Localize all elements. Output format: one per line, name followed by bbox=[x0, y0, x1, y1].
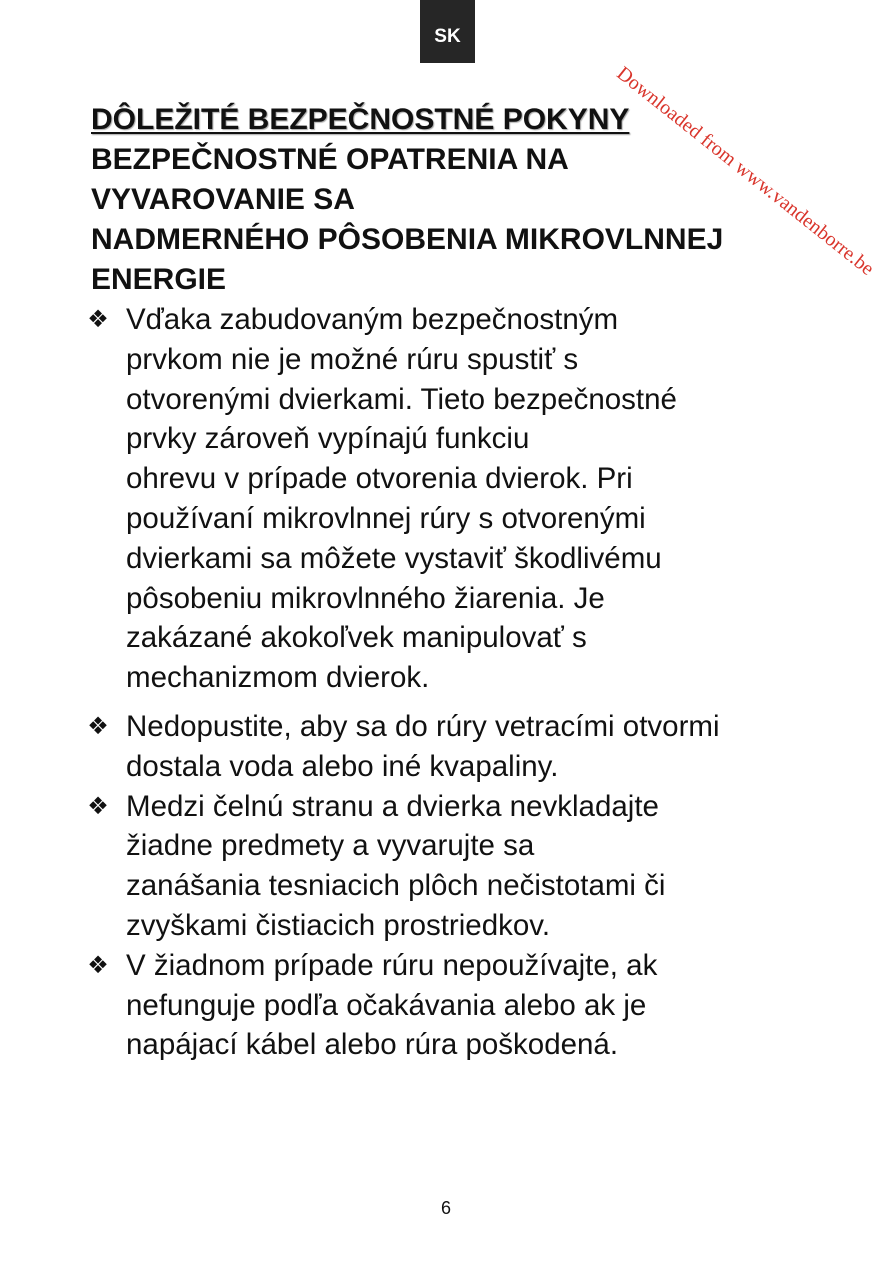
section-subtitle bbox=[91, 140, 831, 300]
bullet-item bbox=[83, 787, 831, 946]
bullet-text bbox=[126, 946, 831, 1065]
subtitle-line: ENERGIE bbox=[91, 263, 227, 296]
bullet-line: prvkom nie je možné rúru spustiť s bbox=[126, 342, 579, 376]
bullet-item bbox=[83, 946, 831, 1065]
subtitle-line: VYVAROVANIE SA bbox=[91, 183, 355, 216]
bullet-line: dostala voda alebo iné kvapaliny. bbox=[126, 749, 559, 783]
diamond-bullet-icon: ❖ bbox=[87, 306, 109, 333]
bullet-line: dvierkami sa môžete vystaviť škodlivému bbox=[126, 541, 662, 575]
bullet-line: zakázané akokoľvek manipulovať s bbox=[126, 621, 587, 655]
bullet-line: ohrevu v prípade otvorenia dvierok. Pri bbox=[126, 462, 633, 496]
bullet-line: mechanizmom dvierok. bbox=[126, 661, 430, 695]
subtitle-line: BEZPEČNOSTNÉ OPATRENIA NA bbox=[91, 143, 569, 176]
language-tab: SK bbox=[420, 0, 475, 63]
bullet-item bbox=[83, 300, 831, 698]
bullet-line: V žiadnom prípade rúru nepoužívajte, ak bbox=[126, 948, 658, 982]
subtitle-line: NADMERNÉHO PÔSOBENIA MIKROVLNNEJ bbox=[91, 223, 724, 256]
bullet-line: nefunguje podľa očakávania alebo ak je bbox=[126, 988, 647, 1022]
bullet-line: Medzi čelnú stranu a dvierka nevkladajte bbox=[126, 789, 659, 823]
bullet-line: zanášania tesniacich plôch nečistotami či bbox=[126, 869, 666, 903]
bullet-line: prvky zároveň vypínajú funkciu bbox=[126, 422, 530, 456]
document-content bbox=[87, 100, 831, 1065]
diamond-bullet-icon: ❖ bbox=[87, 792, 109, 820]
bullet-line: používaní mikrovlnnej rúry s otvorenými bbox=[126, 501, 646, 535]
bullet-line: Vďaka zabudovaným bezpečnostným bbox=[126, 303, 619, 336]
bullet-text bbox=[126, 300, 831, 698]
page-number: 6 bbox=[440, 1198, 451, 1218]
bullet-text bbox=[126, 787, 831, 946]
bullet-line: žiadne predmety a vyvarujte sa bbox=[126, 829, 535, 863]
bullet-line: pôsobeniu mikrovlnného žiarenia. Je bbox=[126, 581, 605, 615]
bullet-item bbox=[83, 707, 831, 787]
bullet-line: zvyškami čistiacich prostriedkov. bbox=[126, 908, 551, 942]
page-title: DÔLEŽITÉ BEZPEČNOSTNÉ POKYNY bbox=[91, 103, 630, 136]
diamond-bullet-icon: ❖ bbox=[87, 712, 109, 740]
bullet-line: otvorenými dvierkami. Tieto bezpečnostné bbox=[126, 382, 677, 416]
bullet-line: Nedopustite, aby sa do rúry vetracími otvormi bbox=[126, 709, 720, 743]
bullet-line: napájací kábel alebo rúra poškodená. bbox=[126, 1028, 619, 1062]
safety-bullet-list bbox=[83, 300, 831, 1065]
download-watermark: Downloaded from www.vandenborre.be bbox=[612, 62, 879, 280]
diamond-bullet-icon: ❖ bbox=[87, 951, 109, 979]
bullet-text bbox=[126, 707, 831, 787]
